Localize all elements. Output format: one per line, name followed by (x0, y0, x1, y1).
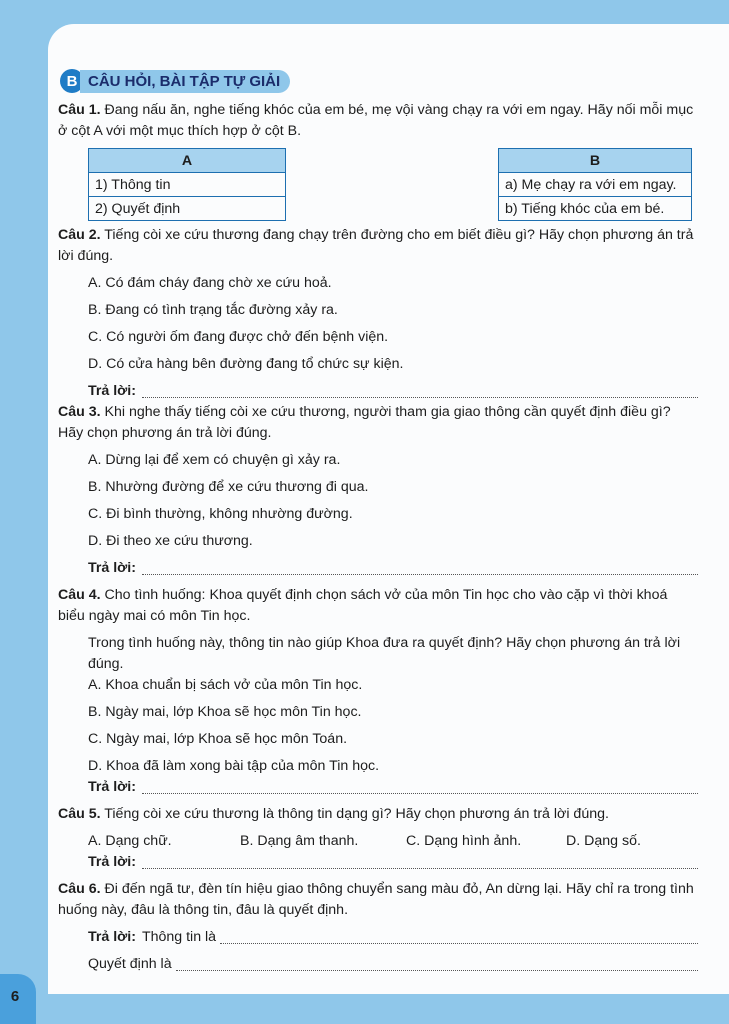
page-content (58, 68, 698, 975)
column-a-table (88, 148, 286, 221)
answer-label: Trả lời: (88, 383, 136, 399)
question-text: Tiếng còi xe cứu thương là thông tin dạng gì? Hãy chọn phương án trả lời đúng. (104, 806, 609, 822)
question-text: Khi nghe thấy tiếng còi xe cứu thương, người tham gia giao thông cần quyết định điều gì? Hãy chọn phương án trả lời đúng. (58, 404, 671, 441)
option-b: B. Dạng âm thanh. (240, 833, 359, 849)
section-title: CÂU HỎI, BÀI TẬP TỰ GIẢI (80, 70, 290, 93)
question-2 (58, 225, 698, 267)
question-text: Đi đến ngã tư, đèn tín hiệu giao thông chuyển sang màu đỏ, An dừng lại. Hãy chỉ ra trong tình huống này, đâu là thông tin, đâu là quyết định. (58, 881, 694, 918)
column-b-header: B (499, 149, 692, 173)
question-text: Tiếng còi xe cứu thương đang chạy trên đường cho em biết điều gì? Hãy chọn phương án trả lời đúng. (58, 227, 694, 264)
question-6 (58, 879, 698, 921)
question-number: Câu 2. (58, 227, 101, 243)
option-a: A. Dừng lại để xem có chuyện gì xảy ra. (88, 452, 341, 468)
answer-label: Trả lời: (88, 929, 136, 945)
option-a: A. Có đám cháy đang chờ xe cứu hoả. (88, 275, 332, 291)
column-b-row: a) Mẹ chạy ra với em ngay. (499, 173, 692, 197)
answer-line[interactable] (88, 381, 698, 402)
answer-prefix: Thông tin là (141, 929, 217, 945)
question-number: Câu 1. (58, 102, 101, 118)
option-a: A. Dạng chữ. (88, 833, 172, 849)
option-b: B. Đang có tình trạng tắc đường xảy ra. (88, 302, 338, 318)
answer-line[interactable] (88, 558, 698, 579)
column-a-row: 1) Thông tin (89, 173, 286, 197)
answer-label: Trả lời: (88, 854, 136, 870)
column-b-row: b) Tiếng khóc của em bé. (499, 197, 692, 221)
option-a: A. Khoa chuẩn bị sách vở của môn Tin học. (88, 677, 363, 693)
answer-line[interactable] (88, 852, 698, 873)
answer-line-information[interactable] (88, 927, 698, 948)
answer-dotted-line[interactable] (142, 779, 698, 794)
answer-dotted-line[interactable] (142, 383, 698, 398)
question-number: Câu 5. (58, 806, 101, 822)
answer-line-decision[interactable] (88, 954, 698, 975)
question-3 (58, 402, 698, 444)
section-heading (58, 68, 698, 94)
q5-options (88, 831, 698, 852)
question-text: Đang nấu ăn, nghe tiếng khóc của em bé, mẹ vội vàng chạy ra với em ngay. Hãy nối mỗi mục ở cột A với một mục thích hợp ở cột B. (58, 102, 694, 139)
question-4-prompt: Trong tình huống này, thông tin nào giúp Khoa đưa ra quyết định? Hãy chọn phương án trả lời đúng. (88, 635, 681, 672)
matching-tables (88, 148, 692, 221)
page-number: 6 (10, 988, 20, 1005)
answer-prefix: Quyết định là (88, 956, 172, 972)
question-4 (58, 585, 698, 627)
bottom-band (0, 994, 729, 1024)
answer-dotted-line[interactable] (176, 956, 698, 971)
answer-dotted-line[interactable] (142, 560, 698, 575)
option-c: C. Ngày mai, lớp Khoa sẽ học môn Toán. (88, 731, 348, 747)
answer-line[interactable] (88, 777, 698, 798)
option-d: D. Có cửa hàng bên đường đang tổ chức sự kiện. (88, 356, 404, 372)
question-number: Câu 4. (58, 587, 101, 603)
option-b: B. Nhường đường để xe cứu thương đi qua. (88, 479, 369, 495)
answer-dotted-line[interactable] (142, 854, 698, 869)
option-c: C. Có người ốm đang được chở đến bệnh viện. (88, 329, 389, 345)
option-d: D. Khoa đã làm xong bài tập của môn Tin học. (88, 758, 380, 774)
question-number: Câu 3. (58, 404, 101, 420)
question-1 (58, 100, 698, 142)
option-d: D. Đi theo xe cứu thương. (88, 533, 253, 549)
option-d: D. Dạng số. (566, 833, 641, 849)
column-b-table (498, 148, 692, 221)
answer-label: Trả lời: (88, 779, 136, 795)
question-text: Cho tình huống: Khoa quyết định chọn sách vở của môn Tin học cho vào cặp vì thời khoá biểu ngày mai có môn Tin học. (58, 587, 668, 624)
question-number: Câu 6. (58, 881, 101, 897)
option-b: B. Ngày mai, lớp Khoa sẽ học môn Tin học. (88, 704, 362, 720)
section-badge: B (60, 69, 84, 93)
option-c: C. Dạng hình ảnh. (406, 833, 522, 849)
answer-dotted-line[interactable] (220, 929, 698, 944)
column-a-header: A (89, 149, 286, 173)
column-a-row: 2) Quyết định (89, 197, 286, 221)
option-c: C. Đi bình thường, không nhường đường. (88, 506, 353, 522)
answer-label: Trả lời: (88, 560, 136, 576)
question-5 (58, 804, 698, 825)
